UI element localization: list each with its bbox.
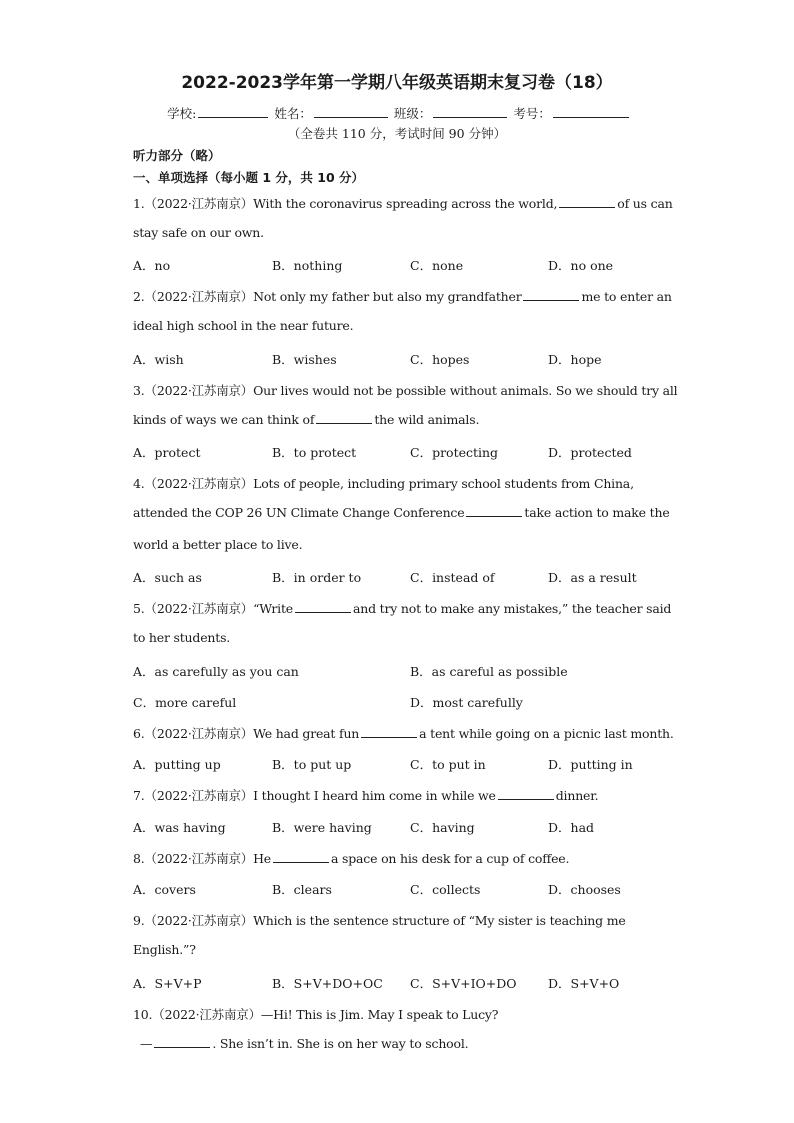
question-4-cont2: world a better place to live.: [133, 537, 303, 552]
answer-blank: [295, 601, 351, 613]
question-1-cont: stay safe on our own.: [133, 225, 264, 240]
exam-note: （全卷共 110 分，考试时间 90 分钟）: [287, 126, 507, 141]
q3-option-c[interactable]: C．protecting: [410, 445, 499, 460]
question-3: 3.（2022·江苏南京）Our lives would not be possible without animals. So we should try all: [133, 383, 678, 398]
exam-no-label: 考号：: [513, 106, 551, 121]
q1-option-a[interactable]: A．no: [133, 258, 171, 273]
answer-blank: [316, 412, 372, 424]
q1-option-c[interactable]: C．none: [410, 258, 464, 273]
name-label: 姓名：: [274, 106, 312, 121]
q4-option-c[interactable]: C．instead of: [410, 570, 495, 585]
question-9-cont: English.”?: [133, 942, 196, 957]
q8-option-b[interactable]: B．clears: [272, 882, 332, 897]
q2-option-d[interactable]: D．hope: [548, 352, 602, 367]
q6-option-b[interactable]: B．to put up: [272, 757, 352, 772]
q9-option-b[interactable]: B．S+V+DO+OC: [272, 976, 383, 991]
q7-option-b[interactable]: B．were having: [272, 820, 372, 835]
question-10: 10.（2022·江苏南京）—Hi! This is Jim. May I speak to Lucy?: [133, 1007, 499, 1022]
q5-option-c[interactable]: C．more careful: [133, 695, 237, 710]
q9-option-c[interactable]: C．S+V+IO+DO: [410, 976, 517, 991]
q6-option-d[interactable]: D．putting in: [548, 757, 633, 772]
q6-option-a[interactable]: A．putting up: [133, 757, 221, 772]
q4-option-d[interactable]: D．as a result: [548, 570, 637, 585]
q8-option-a[interactable]: A．covers: [133, 882, 196, 897]
exam-no-blank[interactable]: [553, 105, 629, 118]
question-10-cont: — . She isn’t in. She is on her way to school.: [140, 1036, 469, 1051]
question-9: 9.（2022·江苏南京）Which is the sentence structure of “My sister is teaching me: [133, 913, 626, 928]
question-2-cont: ideal high school in the near future.: [133, 318, 354, 333]
answer-blank: [498, 788, 554, 800]
q9-option-a[interactable]: A．S+V+P: [133, 976, 202, 991]
q3-option-b[interactable]: B．to protect: [272, 445, 357, 460]
answer-blank: [466, 505, 522, 517]
q8-option-d[interactable]: D．chooses: [548, 882, 621, 897]
q9-option-d[interactable]: D．S+V+O: [548, 976, 620, 991]
school-blank[interactable]: [198, 105, 268, 118]
answer-blank: [361, 726, 417, 738]
answer-blank: [154, 1036, 210, 1048]
question-4: 4.（2022·江苏南京）Lots of people, including primary school students from China,: [133, 476, 634, 491]
answer-blank: [559, 196, 615, 208]
q7-option-c[interactable]: C．having: [410, 820, 475, 835]
section1-heading: 一、单项选择（每小题 1 分，共 10 分）: [133, 170, 365, 185]
q7-option-a[interactable]: A．was having: [133, 820, 226, 835]
question-7: 7.（2022·江苏南京）I thought I heard him come in while we dinner.: [133, 788, 599, 803]
q2-option-a[interactable]: A．wish: [133, 352, 184, 367]
listening-heading: 听力部分（略）: [133, 148, 221, 163]
question-5: 5.（2022·江苏南京）“Write and try not to make any mistakes,” the teacher said: [133, 601, 672, 616]
q3-option-d[interactable]: D．protected: [548, 445, 632, 460]
q1-option-d[interactable]: D．no one: [548, 258, 614, 273]
answer-blank: [273, 851, 329, 863]
question-8: 8.（2022·江苏南京）He a space on his desk for a cup of coffee.: [133, 851, 570, 866]
question-5-cont: to her students.: [133, 630, 231, 645]
q2-option-c[interactable]: C．hopes: [410, 352, 470, 367]
q4-option-b[interactable]: B．in order to: [272, 570, 362, 585]
school-label: 学校:: [167, 106, 197, 121]
q5-option-d[interactable]: D．most carefully: [410, 695, 523, 710]
question-4-cont: attended the COP 26 UN Climate Change Conference take action to make the: [133, 505, 670, 520]
q5-option-b[interactable]: B．as careful as possible: [410, 664, 568, 679]
q2-option-b[interactable]: B．wishes: [272, 352, 337, 367]
question-1: 1.（2022·江苏南京）With the coronavirus spreading across the world, of us can: [133, 196, 673, 211]
answer-blank: [523, 289, 579, 301]
question-6: 6.（2022·江苏南京）We had great fun a tent while going on a picnic last month.: [133, 726, 674, 741]
q1-option-b[interactable]: B．nothing: [272, 258, 343, 273]
q8-option-c[interactable]: C．collects: [410, 882, 481, 897]
name-blank[interactable]: [314, 105, 388, 118]
q4-option-a[interactable]: A．such as: [133, 570, 202, 585]
class-blank[interactable]: [433, 105, 507, 118]
class-label: 班级：: [393, 106, 432, 121]
q3-option-a[interactable]: A．protect: [133, 445, 201, 460]
q7-option-d[interactable]: D．had: [548, 820, 595, 835]
student-info-line: [0, 104, 794, 122]
q6-option-c[interactable]: C．to put in: [410, 757, 486, 772]
question-2: 2.（2022·江苏南京）Not only my father but also my grandfather me to enter an: [133, 289, 672, 304]
page-title: 2022-2023学年第一学期八年级英语期末复习卷（18）: [181, 73, 613, 93]
question-3-cont: kinds of ways we can think of the wild animals.: [133, 412, 480, 427]
q5-option-a[interactable]: A．as carefully as you can: [133, 664, 299, 679]
